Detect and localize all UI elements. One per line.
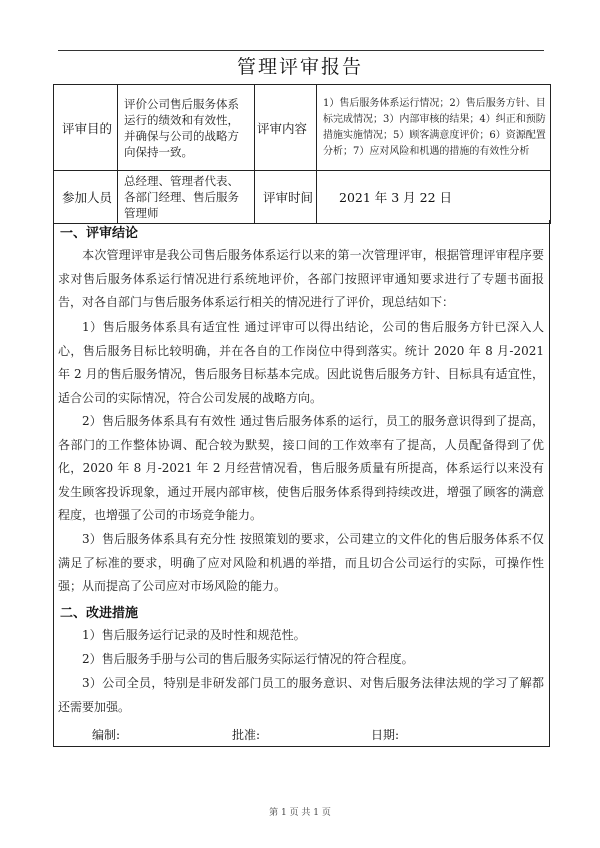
conclusion-heading: 一、评审结论 <box>60 226 139 241</box>
content-label: 评审内容 <box>255 85 317 171</box>
approved-by-label: 批准: <box>232 728 261 742</box>
conclusion-item-2-text: 2）售后服务体系具有有效性 通过售后服务体系的运行，员工的服务意识得到了提高，各部门的工作整体协调、配合较为默契，接口间的工作效率有了提高，人员配备得到了优化，2020 年 8 月-2021 年 2 月经营情况看，售后服务质量有所提高，体系运行以来没有发生顾客投诉现象，通过开展内部审核，使售后服务体系得到持续改进，增强了顾客的满意程度，也增强了公司的市场竞争能力。 <box>58 414 544 522</box>
table-row <box>54 85 551 171</box>
conclusion-item-2 <box>58 410 544 528</box>
measures-heading: 二、改进措施 <box>60 606 139 621</box>
date-label: 日期: <box>371 728 400 742</box>
measures-item-2 <box>58 648 544 672</box>
conclusion-item-1-text: 1）售后服务体系具有适宜性 通过评审可以得出结论，公司的售后服务方针已深入人心，售后服务目标比较明确，并在各自的工作岗位中得到落实。统计 2020 年 8 月-2021 年 2 月的售后服务情况，售后服务目标基本完成。因此说售后服务方针、目标具有适宜性，适合公司的实际情况，符合公司发展的战略方向。 <box>58 320 544 405</box>
purpose-label: 评审目的 <box>54 85 118 171</box>
conclusion-intro <box>58 244 544 315</box>
measures-item-3 <box>58 672 544 719</box>
conclusion-intro-text: 本次管理评审是我公司售后服务体系运行以来的第一次管理评审，根据管理评审程序要求对售后服务体系运行情况进行系统地评价，各部门按照评审通知要求进行了专题书面报告，对各自部门与售后服务体系运行相关的情况进行了评价，现总结如下： <box>58 248 544 309</box>
content-text: 1）售后服务体系运行情况；2）售后服务方针、目标完成情况；3）内部审核的结果；4）纠正和预防措施实施情况；5）顾客满意度评价；6）资源配置分析；7）应对风险和机遇的措施的有效性分析 <box>317 85 551 171</box>
report-body <box>53 220 550 747</box>
review-info-table <box>53 84 551 224</box>
compiled-by-label: 编制: <box>92 728 121 742</box>
conclusion-item-3-text: 3）售后服务体系具有充分性 按照策划的要求，公司建立的文件化的售后服务体系不仅满足了标准的要求，明确了应对风险和机遇的举措，而且切合公司运行的实际，可操作性强；从而提高了公司应对市场风险的能力。 <box>58 532 544 593</box>
page-footer: 第 1 页 共 1 页 <box>269 808 331 818</box>
conclusion-item-3 <box>58 528 544 599</box>
participants-label: 参加人员 <box>54 171 118 224</box>
page-title: 管理评审报告 <box>236 56 363 78</box>
participants-text: 总经理、管理者代表、各部门经理、售后服务管理师 <box>118 171 255 224</box>
table-row <box>54 171 551 224</box>
measures-item-1 <box>58 624 544 648</box>
measures-item-3-text: 3）公司全员，特别是非研发部门员工的服务意识、对售后服务法律法规的学习了解都还需要加强。 <box>58 676 544 714</box>
conclusion-item-1 <box>58 316 544 410</box>
purpose-text: 评价公司售后服务体系运行的绩效和有效性，并确保与公司的战略方向保持一致。 <box>118 85 255 171</box>
time-label: 评审时间 <box>255 171 317 224</box>
review-date: 2021 年 3 月 22 日 <box>317 171 551 224</box>
measures-item-1-text: 1）售后服务运行记录的及时性和规范性。 <box>82 628 306 642</box>
measures-item-2-text: 2）售后服务手册与公司的售后服务实际运行情况的符合程度。 <box>82 652 414 666</box>
header-rule <box>58 50 544 51</box>
